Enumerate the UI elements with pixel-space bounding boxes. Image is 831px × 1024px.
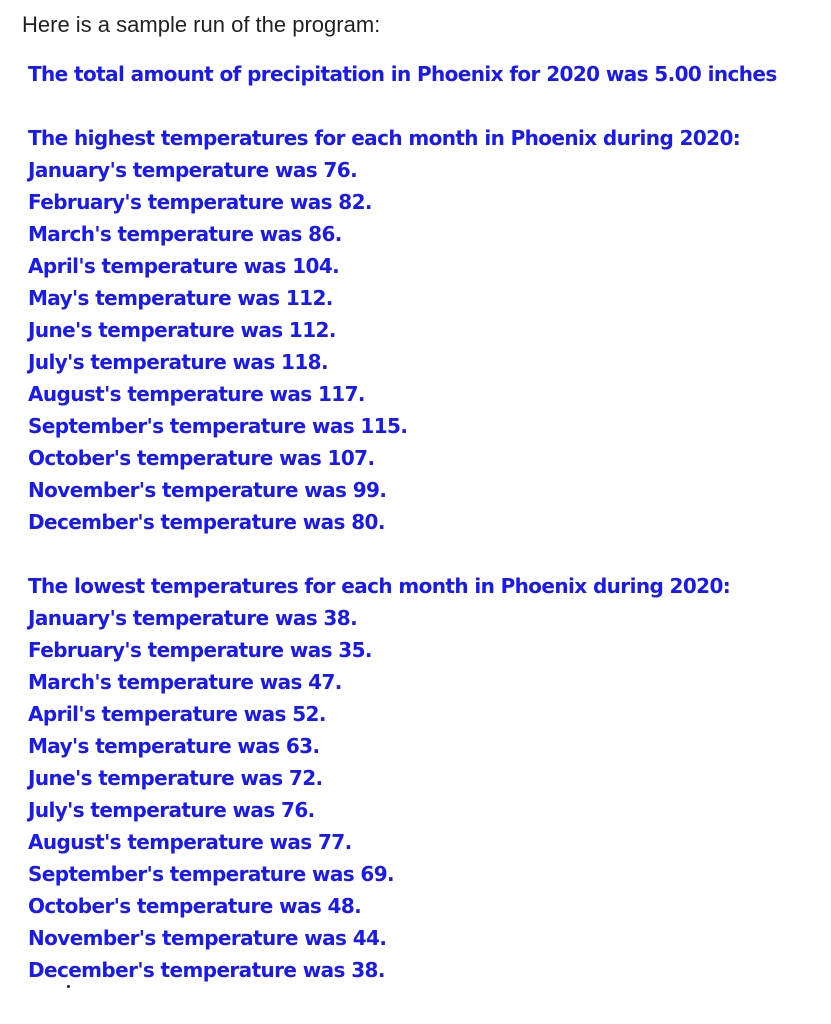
- low-temp-line-october: October's temperature was 48.: [28, 894, 362, 918]
- low-temp-line-july: July's temperature was 76.: [28, 798, 315, 822]
- high-temp-line-december: December's temperature was 80.: [28, 510, 385, 534]
- high-temp-line-march: March's temperature was 86.: [28, 222, 342, 246]
- low-temp-line-june: June's temperature was 72.: [28, 766, 323, 790]
- low-temp-line-april: April's temperature was 52.: [28, 702, 326, 726]
- lows-heading: The lowest temperatures for each month in Phoenix during 2020:: [28, 574, 731, 598]
- low-temp-line-november: November's temperature was 44.: [28, 926, 387, 950]
- high-temp-line-april: April's temperature was 104.: [28, 254, 340, 278]
- high-temp-line-august: August's temperature was 117.: [28, 382, 365, 406]
- low-temp-line-september: September's temperature was 69.: [28, 862, 395, 886]
- intro-text: Here is a sample run of the program:: [22, 12, 381, 37]
- high-temp-line-january: January's temperature was 76.: [28, 158, 358, 182]
- program-output: [28, 58, 777, 986]
- high-temp-line-february: February's temperature was 82.: [28, 190, 372, 214]
- high-temp-line-september: September's temperature was 115.: [28, 414, 408, 438]
- blank-line: [28, 90, 777, 122]
- low-temp-line-august: August's temperature was 77.: [28, 830, 352, 854]
- high-temp-line-october: October's temperature was 107.: [28, 446, 375, 470]
- stray-dot: [67, 985, 70, 988]
- high-temp-line-july: July's temperature was 118.: [28, 350, 328, 374]
- highs-heading: The highest temperatures for each month in Phoenix during 2020:: [28, 126, 741, 150]
- low-temp-line-february: February's temperature was 35.: [28, 638, 372, 662]
- low-temp-line-december: December's temperature was 38.: [28, 958, 385, 982]
- high-temp-line-june: June's temperature was 112.: [28, 318, 336, 342]
- blank-line: [28, 538, 777, 570]
- precipitation-total-line: The total amount of precipitation in Phoenix for 2020 was 5.00 inches: [28, 62, 777, 86]
- low-temp-line-may: May's temperature was 63.: [28, 734, 320, 758]
- low-temp-line-march: March's temperature was 47.: [28, 670, 342, 694]
- low-temp-line-january: January's temperature was 38.: [28, 606, 358, 630]
- high-temp-line-may: May's temperature was 112.: [28, 286, 333, 310]
- high-temp-line-november: November's temperature was 99.: [28, 478, 387, 502]
